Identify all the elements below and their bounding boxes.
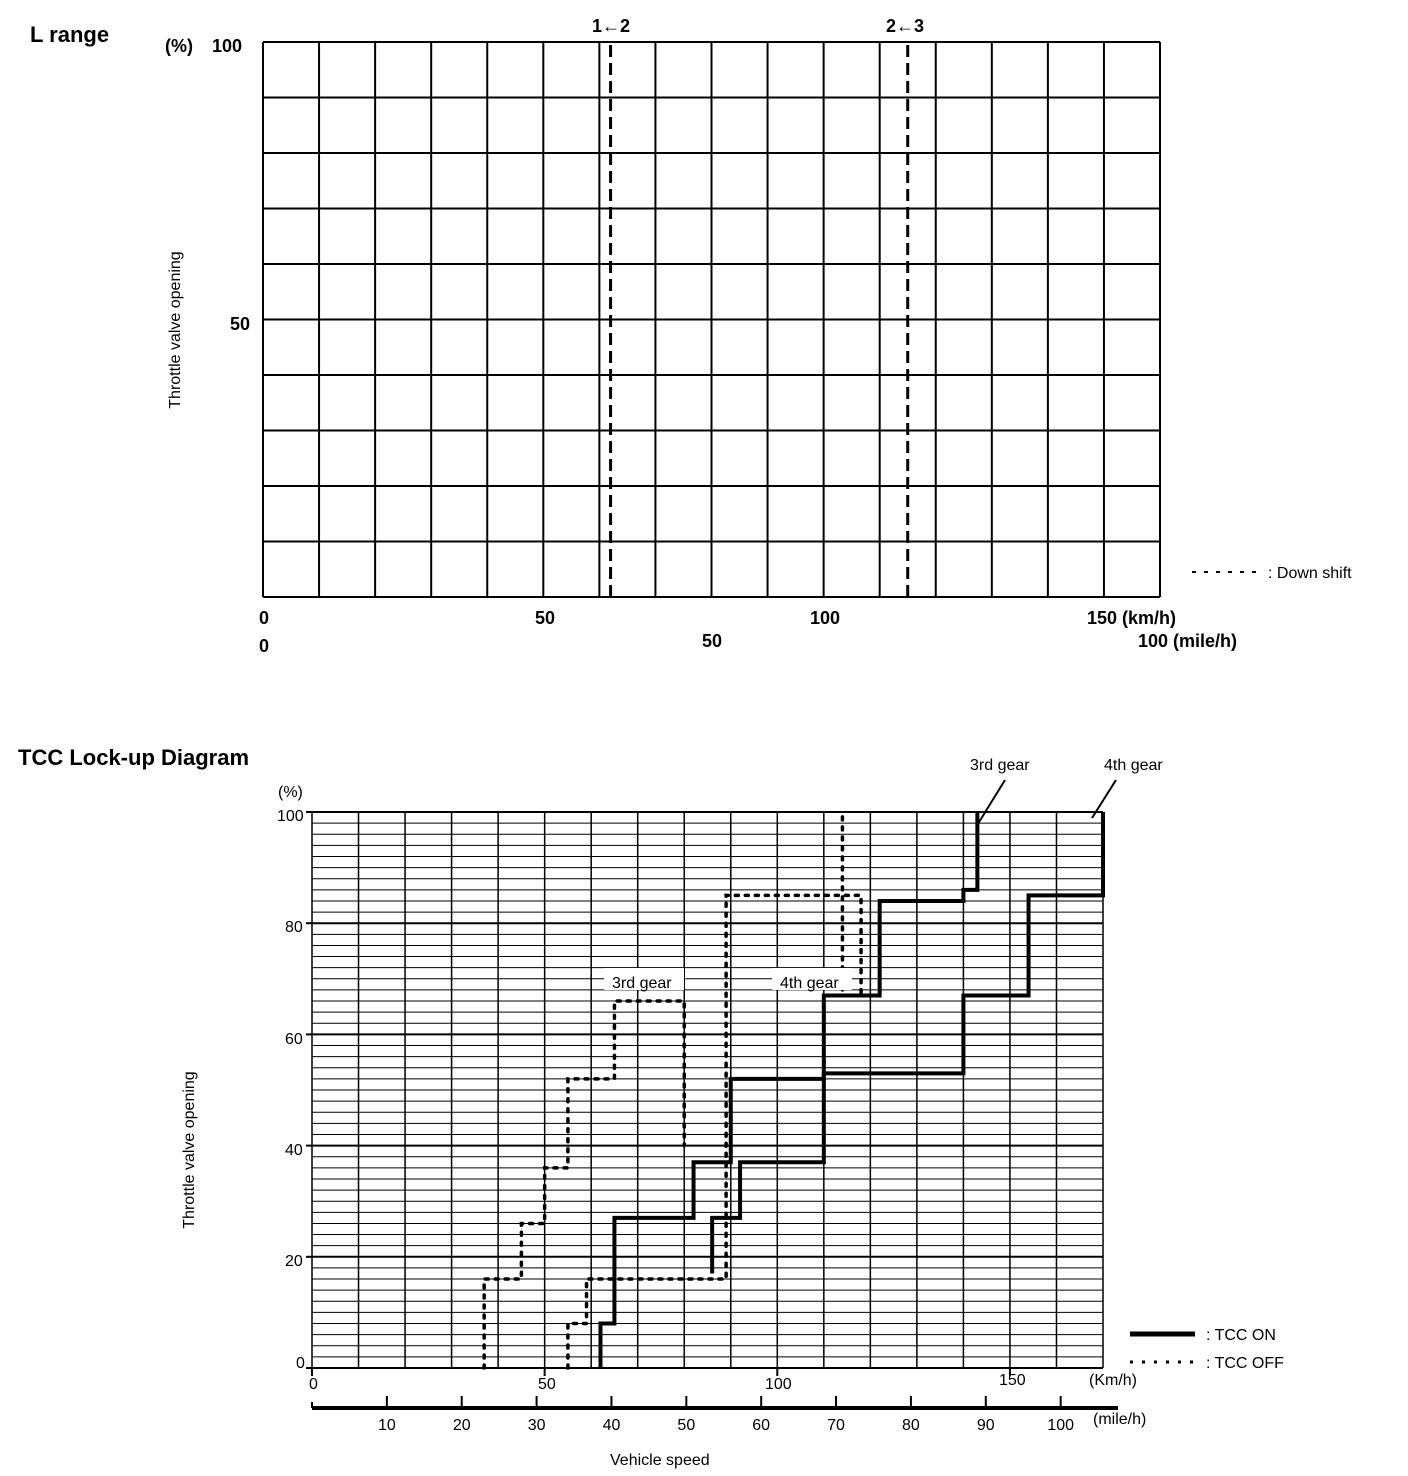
tcc-off-4th-gear-label: 4th gear: [780, 975, 839, 992]
l-range-xtick-0-mph: 0: [259, 636, 270, 656]
tcc-mph-tick-label: 50: [677, 1417, 696, 1434]
l-range-ytick-100: 100: [212, 36, 243, 56]
tcc-ytick-20: 20: [285, 1253, 303, 1270]
l-range-legend-label: : Down shift: [1268, 565, 1352, 582]
tcc-mph-tick-label: 30: [527, 1417, 546, 1434]
tcc-off-3rd-gear-label: 3rd gear: [612, 975, 672, 992]
l-range-xtick-100-mph: 100 (mile/h): [1138, 631, 1238, 651]
tcc-off-3rd-gear-line: [484, 1001, 684, 1368]
tcc-title: TCC Lock-up Diagram: [18, 745, 250, 770]
tcc-grid: [306, 812, 1103, 1376]
tcc-on-4th-gear-line: [712, 812, 1103, 1273]
l-range-y-unit: (%): [165, 36, 193, 56]
tcc-xtick-kmh-0: 0: [309, 1376, 318, 1393]
tcc-mph-tick-label: 70: [827, 1417, 845, 1434]
tcc-ytick-100: 100: [277, 808, 304, 825]
tcc-mph-tick-label: 20: [452, 1417, 471, 1434]
l-range-grid: [263, 42, 1160, 597]
l-range-xtick-0-kmh: 0: [259, 608, 270, 628]
tcc-on-3rd-leader: [976, 780, 1005, 827]
tcc-mph-tick-label: 40: [602, 1417, 621, 1434]
tcc-mph-tick-label: 100: [1047, 1417, 1075, 1434]
tcc-xtick-kmh-100: 100: [765, 1376, 792, 1393]
l-range-xtick-50-kmh: 50: [535, 608, 556, 628]
tcc-legend-on-label: : TCC ON: [1206, 1327, 1276, 1344]
l-range-xtick-50-mph: 50: [702, 631, 723, 651]
tcc-ytick-40: 40: [285, 1142, 303, 1159]
tcc-ytick-80: 80: [285, 919, 303, 936]
tcc-xtick-kmh-150: 150: [999, 1372, 1026, 1389]
tcc-mph-tick-label: 60: [752, 1417, 771, 1434]
tcc-mph-axis: [312, 1396, 1146, 1434]
tcc-xunit-kmh: (Km/h): [1089, 1372, 1137, 1389]
tcc-xtick-kmh-50: 50: [538, 1376, 556, 1393]
l-range-label-1-2: 1←2: [592, 16, 631, 36]
tcc-on-4th-gear-label: 4th gear: [1104, 757, 1163, 774]
tcc-mph-unit: (mile/h): [1093, 1411, 1147, 1428]
tcc-ytick-60: 60: [285, 1031, 303, 1048]
l-range-xtick-150-kmh: 150 (km/h): [1087, 608, 1177, 628]
tcc-on-3rd-gear-label: 3rd gear: [970, 757, 1030, 774]
l-range-xtick-100-kmh: 100: [810, 608, 841, 628]
tcc-legend-off-label: : TCC OFF: [1206, 1355, 1284, 1372]
tcc-mph-tick-label: 80: [902, 1417, 920, 1434]
tcc-mph-tick-label: 90: [976, 1417, 995, 1434]
tcc-y-axis-label: Throttle valve opening: [181, 1071, 198, 1229]
l-range-ytick-50: 50: [230, 314, 251, 334]
tcc-y-unit: (%): [278, 784, 303, 801]
tcc-x-axis-label: Vehicle speed: [610, 1452, 710, 1469]
l-range-y-axis-label: Throttle valve opening: [167, 251, 184, 409]
l-range-title: L range: [30, 22, 110, 47]
tcc-ytick-0: 0: [296, 1355, 305, 1372]
tcc-mph-tick-label: 10: [377, 1417, 396, 1434]
l-range-label-2-3: 2←3: [886, 16, 925, 36]
